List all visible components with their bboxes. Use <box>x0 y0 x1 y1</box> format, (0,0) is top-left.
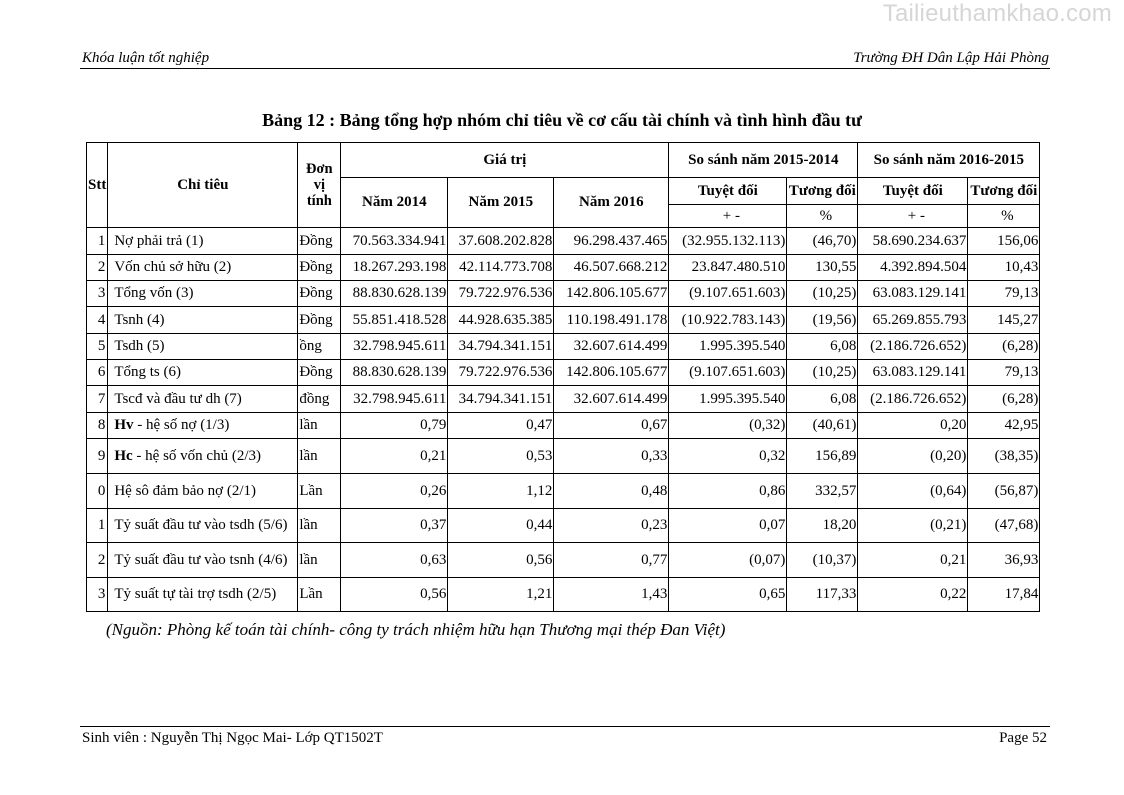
cell-unit: ồng <box>298 334 341 360</box>
cell-stt: 9 <box>87 439 108 474</box>
header-left: Khóa luận tốt nghiệp <box>82 50 210 66</box>
cell-stt: 0 <box>87 474 108 509</box>
cell-indicator <box>108 543 298 578</box>
cell-relative-1: (10,25) <box>787 281 858 307</box>
cell-relative-2: 79,13 <box>968 360 1040 386</box>
watermark: Tailieuthamkhao.com <box>882 0 1112 27</box>
table-row <box>87 281 1040 307</box>
indicator-label: Nợ phải trả (1) <box>114 232 204 249</box>
table-row <box>87 413 1040 439</box>
cell-stt: 4 <box>87 307 108 334</box>
table-row <box>87 255 1040 281</box>
table-row <box>87 509 1040 543</box>
table-body <box>87 228 1040 612</box>
table-row <box>87 386 1040 413</box>
cell-absolute-2: 0,21 <box>858 543 968 578</box>
cell-unit: Lần <box>298 474 341 509</box>
financial-structure-table <box>86 142 1040 612</box>
table-row <box>87 543 1040 578</box>
cell-relative-2: 156,06 <box>968 228 1040 255</box>
cell-absolute-1: 23.847.480.510 <box>669 255 787 281</box>
unit-header-line2: vị <box>313 177 325 193</box>
table-row <box>87 439 1040 474</box>
footer-student: Sinh viên : Nguyễn Thị Ngọc Mai- Lớp QT1502T <box>82 730 383 746</box>
cell-absolute-2: (0,21) <box>858 509 968 543</box>
cell-relative-2: 145,27 <box>968 307 1040 334</box>
cell-2015: 37.608.202.828 <box>448 228 554 255</box>
col-header-absolute-1: Tuyệt đối <box>669 178 787 205</box>
cell-absolute-2: 65.269.855.793 <box>858 307 968 334</box>
table-row <box>87 334 1040 360</box>
cell-2016: 0,77 <box>554 543 669 578</box>
col-header-absolute-2: Tuyệt đối <box>858 178 968 205</box>
unit-header-line3: tính <box>306 193 332 209</box>
cell-absolute-2: (2.186.726.652) <box>858 386 968 413</box>
cell-absolute-1: 0,65 <box>669 578 787 612</box>
cell-relative-1: 18,20 <box>787 509 858 543</box>
cell-relative-2: (6,28) <box>968 386 1040 413</box>
table-row <box>87 578 1040 612</box>
cell-2016: 46.507.668.212 <box>554 255 669 281</box>
cell-absolute-1: 0,32 <box>669 439 787 474</box>
cell-relative-1: 6,08 <box>787 334 858 360</box>
cell-unit: Đồng <box>298 307 341 334</box>
cell-2014: 18.267.293.198 <box>341 255 448 281</box>
cell-indicator <box>108 307 298 334</box>
cell-indicator <box>108 578 298 612</box>
cell-unit: lần <box>298 413 341 439</box>
cell-relative-1: 117,33 <box>787 578 858 612</box>
col-header-stt: Stt <box>87 143 108 228</box>
cell-relative-1: 130,55 <box>787 255 858 281</box>
cell-stt: 2 <box>87 255 108 281</box>
indicator-label: Tsdh (5) <box>114 338 165 354</box>
cell-absolute-1: (0,32) <box>669 413 787 439</box>
cell-relative-1: 332,57 <box>787 474 858 509</box>
indicator-label: Tscđ và đầu tư dh (7) <box>114 390 242 407</box>
col-header-2016: Năm 2016 <box>554 178 669 228</box>
indicator-symbol: Hc <box>114 447 133 464</box>
cell-absolute-1: (0,07) <box>669 543 787 578</box>
cell-unit: Đồng <box>298 255 341 281</box>
cell-stt: 8 <box>87 413 108 439</box>
cell-absolute-2: 63.083.129.141 <box>858 281 968 307</box>
cell-2016: 1,43 <box>554 578 669 612</box>
cell-unit: lần <box>298 439 341 474</box>
cell-absolute-2: (2.186.726.652) <box>858 334 968 360</box>
cell-absolute-1: (9.107.651.603) <box>669 360 787 386</box>
cell-relative-1: 6,08 <box>787 386 858 413</box>
table-row <box>87 360 1040 386</box>
cell-2015: 0,44 <box>448 509 554 543</box>
table-row <box>87 474 1040 509</box>
cell-absolute-1: (9.107.651.603) <box>669 281 787 307</box>
cell-stt: 3 <box>87 281 108 307</box>
cell-2015: 34.794.341.151 <box>448 334 554 360</box>
cell-relative-2: 10,43 <box>968 255 1040 281</box>
cell-relative-1: (19,56) <box>787 307 858 334</box>
col-sub-sign-1: + - <box>669 205 787 228</box>
indicator-label: Tổng vốn (3) <box>114 285 194 301</box>
cell-2014: 0,37 <box>341 509 448 543</box>
cell-absolute-2: 58.690.234.637 <box>858 228 968 255</box>
cell-absolute-1: (32.955.132.113) <box>669 228 787 255</box>
unit-header-line1: Đơn <box>306 161 333 177</box>
cell-relative-2: 42,95 <box>968 413 1040 439</box>
cell-absolute-1: 1.995.395.540 <box>669 334 787 360</box>
indicator-label: Tỷ suất tự tài trợ tsdh (2/5) <box>114 586 277 602</box>
cell-relative-1: 156,89 <box>787 439 858 474</box>
cell-2015: 1,21 <box>448 578 554 612</box>
col-header-relative-1: Tương đối <box>787 178 858 205</box>
col-sub-pct-2: % <box>968 205 1040 228</box>
cell-2015: 0,56 <box>448 543 554 578</box>
cell-2015: 79.722.976.536 <box>448 281 554 307</box>
cell-2014: 88.830.628.139 <box>341 360 448 386</box>
cell-2014: 88.830.628.139 <box>341 281 448 307</box>
cell-2016: 110.198.491.178 <box>554 307 669 334</box>
indicator-label: Tsnh (4) <box>114 311 165 328</box>
indicator-symbol: Hv <box>114 417 134 433</box>
cell-relative-2: (56,87) <box>968 474 1040 509</box>
col-group-value: Giá trị <box>341 143 669 178</box>
cell-stt: 6 <box>87 360 108 386</box>
cell-indicator <box>108 334 298 360</box>
cell-relative-1: (46,70) <box>787 228 858 255</box>
cell-absolute-2: (0,20) <box>858 439 968 474</box>
cell-unit: lần <box>298 509 341 543</box>
cell-2014: 55.851.418.528 <box>341 307 448 334</box>
indicator-label: - hệ số nợ (1/3) <box>133 417 230 433</box>
header-right: Trường ĐH Dân Lập Hải Phòng <box>853 50 1049 66</box>
cell-2014: 32.798.945.611 <box>341 386 448 413</box>
indicator-label: Tỷ suất đầu tư vào tsnh (4/6) <box>114 551 288 568</box>
col-header-unit <box>298 143 341 228</box>
cell-indicator <box>108 228 298 255</box>
cell-relative-1: (10,25) <box>787 360 858 386</box>
cell-stt: 1 <box>87 228 108 255</box>
cell-2014: 0,63 <box>341 543 448 578</box>
cell-2014: 0,21 <box>341 439 448 474</box>
cell-2016: 0,23 <box>554 509 669 543</box>
cell-2016: 32.607.614.499 <box>554 334 669 360</box>
col-header-2015: Năm 2015 <box>448 178 554 228</box>
cell-2016: 96.298.437.465 <box>554 228 669 255</box>
cell-indicator <box>108 281 298 307</box>
cell-2016: 142.806.105.677 <box>554 360 669 386</box>
cell-indicator <box>108 509 298 543</box>
cell-relative-1: (10,37) <box>787 543 858 578</box>
cell-unit: lần <box>298 543 341 578</box>
indicator-label: Vốn chủ sở hữu (2) <box>114 259 232 275</box>
cell-stt: 5 <box>87 334 108 360</box>
col-sub-pct-1: % <box>787 205 858 228</box>
cell-2016: 142.806.105.677 <box>554 281 669 307</box>
cell-2016: 0,48 <box>554 474 669 509</box>
cell-absolute-2: 0,20 <box>858 413 968 439</box>
table-title: Bảng 12 : Bảng tổng hợp nhóm chỉ tiêu về cơ cấu tài chính và tình hình đầu tư <box>262 110 862 130</box>
cell-unit: Đồng <box>298 281 341 307</box>
cell-indicator <box>108 474 298 509</box>
col-header-indicator: Chỉ tiêu <box>108 143 298 228</box>
cell-2015: 42.114.773.708 <box>448 255 554 281</box>
cell-unit: Đồng <box>298 360 341 386</box>
cell-absolute-1: 0,07 <box>669 509 787 543</box>
cell-2015: 34.794.341.151 <box>448 386 554 413</box>
cell-stt: 2 <box>87 543 108 578</box>
col-group-compare-2016-2015: So sánh năm 2016-2015 <box>858 143 1040 178</box>
table-row <box>87 228 1040 255</box>
cell-2015: 0,47 <box>448 413 554 439</box>
cell-2014: 0,79 <box>341 413 448 439</box>
cell-2014: 0,26 <box>341 474 448 509</box>
cell-absolute-1: 1.995.395.540 <box>669 386 787 413</box>
cell-absolute-2: (0,64) <box>858 474 968 509</box>
footer-page-number: Page 52 <box>999 730 1047 746</box>
cell-absolute-2: 4.392.894.504 <box>858 255 968 281</box>
cell-absolute-2: 63.083.129.141 <box>858 360 968 386</box>
cell-stt: 7 <box>87 386 108 413</box>
cell-stt: 1 <box>87 509 108 543</box>
col-group-compare-2015-2014: So sánh năm 2015-2014 <box>669 143 858 178</box>
cell-2015: 0,53 <box>448 439 554 474</box>
indicator-label: Hệ sô đảm bảo nợ (2/1) <box>114 482 256 499</box>
cell-relative-1: (40,61) <box>787 413 858 439</box>
cell-indicator <box>108 439 298 474</box>
cell-unit: Lần <box>298 578 341 612</box>
indicator-label: Tổng ts (6) <box>114 364 182 380</box>
cell-indicator <box>108 413 298 439</box>
cell-2015: 1,12 <box>448 474 554 509</box>
cell-unit: Đồng <box>298 228 341 255</box>
header-divider <box>80 68 1050 69</box>
cell-relative-2: (6,28) <box>968 334 1040 360</box>
source-note: (Nguồn: Phòng kế toán tài chính- công ty trách nhiệm hữu hạn Thương mại thép Đan Việt) <box>106 620 726 639</box>
cell-indicator <box>108 386 298 413</box>
cell-2014: 70.563.334.941 <box>341 228 448 255</box>
cell-indicator <box>108 255 298 281</box>
cell-2016: 0,33 <box>554 439 669 474</box>
col-header-relative-2: Tương đối <box>968 178 1040 205</box>
indicator-label: - hệ số vốn chủ (2/3) <box>132 447 261 464</box>
cell-relative-2: 36,93 <box>968 543 1040 578</box>
table-row <box>87 307 1040 334</box>
footer-divider <box>80 726 1050 727</box>
cell-stt: 3 <box>87 578 108 612</box>
indicator-label: Tỷ suất đầu tư vào tsdh (5/6) <box>114 517 288 533</box>
cell-absolute-1: 0,86 <box>669 474 787 509</box>
cell-absolute-1: (10.922.783.143) <box>669 307 787 334</box>
cell-indicator <box>108 360 298 386</box>
cell-absolute-2: 0,22 <box>858 578 968 612</box>
col-header-2014: Năm 2014 <box>341 178 448 228</box>
cell-2014: 32.798.945.611 <box>341 334 448 360</box>
col-sub-sign-2: + - <box>858 205 968 228</box>
cell-unit: đồng <box>298 386 341 413</box>
cell-relative-2: 79,13 <box>968 281 1040 307</box>
cell-2016: 32.607.614.499 <box>554 386 669 413</box>
cell-2016: 0,67 <box>554 413 669 439</box>
cell-relative-2: (47,68) <box>968 509 1040 543</box>
cell-2015: 44.928.635.385 <box>448 307 554 334</box>
cell-relative-2: 17,84 <box>968 578 1040 612</box>
cell-2015: 79.722.976.536 <box>448 360 554 386</box>
cell-relative-2: (38,35) <box>968 439 1040 474</box>
cell-2014: 0,56 <box>341 578 448 612</box>
